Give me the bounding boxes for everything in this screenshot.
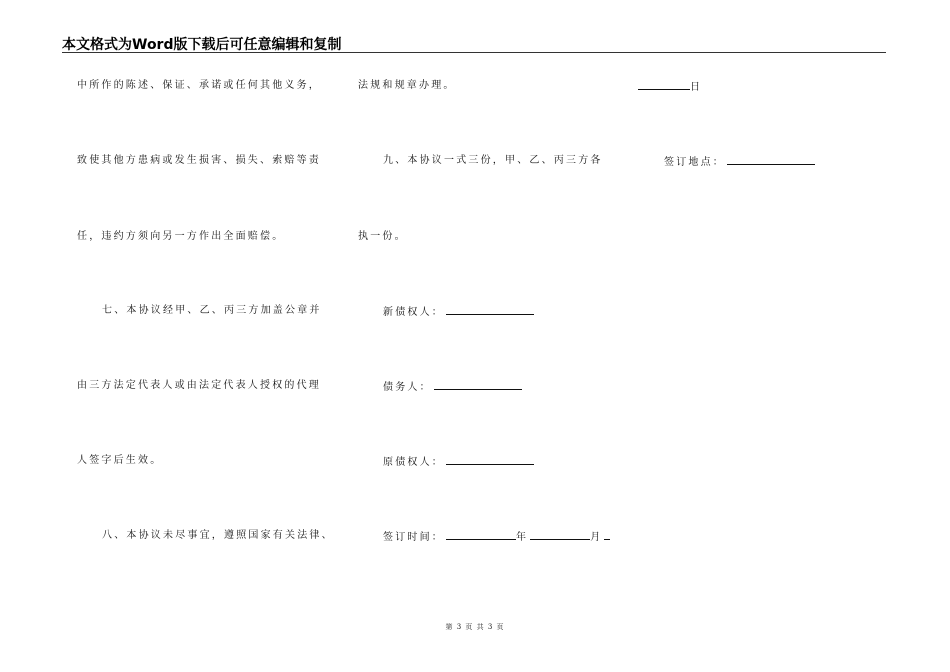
middle-line-3: 执一份。 bbox=[358, 231, 407, 242]
sign-day-blank bbox=[604, 530, 610, 540]
middle-line-1: 法规和规章办理。 bbox=[358, 80, 456, 91]
left-line-3: 任，违约方须向另一方作出全面赔偿。 bbox=[77, 231, 285, 242]
document-header-title: 本文格式为Word版下载后可任意编辑和复制 bbox=[62, 37, 342, 53]
sign-time-line bbox=[383, 530, 610, 544]
debtor-blank bbox=[434, 380, 522, 390]
sign-year-label: 年 bbox=[516, 532, 529, 543]
middle-line-2: 九、本协议一式三份，甲、乙、丙三方各 bbox=[383, 155, 603, 166]
new-creditor-blank bbox=[446, 305, 534, 315]
new-creditor-label: 新债权人： bbox=[383, 307, 444, 318]
original-creditor-label: 原债权人： bbox=[383, 457, 444, 468]
sign-time-label: 签订时间： bbox=[383, 532, 444, 543]
left-line-1: 中所作的陈述、保证、承诺或任何其他义务， bbox=[77, 80, 321, 91]
left-line-7: 八、本协议未尽事宜，遵照国家有关法律、 bbox=[102, 530, 334, 541]
debtor-label: 债务人： bbox=[383, 382, 432, 393]
day-line bbox=[638, 80, 702, 94]
sign-year-blank bbox=[446, 530, 516, 540]
left-line-5: 由三方法定代表人或由法定代表人授权的代理 bbox=[77, 380, 321, 391]
sign-place-label: 签订地点： bbox=[664, 157, 725, 168]
sign-month-label: 月 bbox=[590, 532, 603, 543]
sign-place-blank bbox=[727, 155, 815, 165]
original-creditor-blank bbox=[446, 455, 534, 465]
sign-month-blank bbox=[530, 530, 590, 540]
new-creditor-signature-line bbox=[383, 305, 534, 319]
left-line-4: 七、本协议经甲、乙、丙三方加盖公章并 bbox=[102, 305, 322, 316]
sign-place-line bbox=[664, 155, 815, 169]
left-line-2: 致使其他方患病或发生损害、损失、索赔等责 bbox=[77, 155, 321, 166]
header-divider bbox=[62, 52, 886, 53]
day-blank bbox=[638, 80, 690, 90]
page-number-footer: 第 3 页 共 3 页 bbox=[445, 623, 505, 631]
debtor-signature-line bbox=[383, 380, 522, 394]
day-label: 日 bbox=[690, 82, 703, 93]
original-creditor-signature-line bbox=[383, 455, 534, 469]
left-line-6: 人签字后生效。 bbox=[77, 455, 163, 466]
